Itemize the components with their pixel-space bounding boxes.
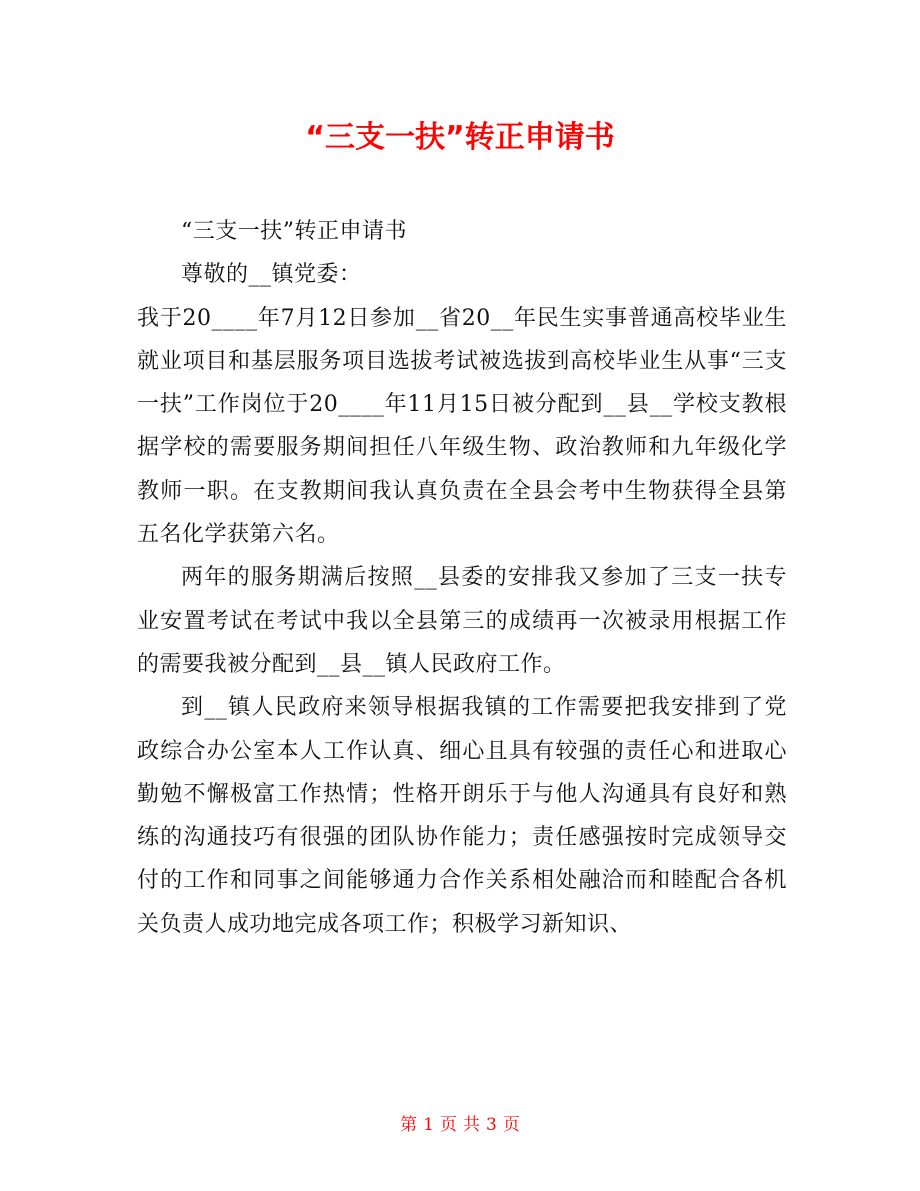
footer-total-unit: 页 [502,1115,520,1135]
footer-page-label: 第 [400,1115,418,1135]
page-footer [0,1112,920,1138]
salutation: 尊敬的__镇党委： [181,262,362,288]
document-title: “三支一扶”转正申请书 [305,120,615,155]
paragraph-background: 我于20____年7月12日参加__省20__年民生实事普通高校毕业生就业项目和基层服务项目选拔考试被选拔到高校毕业生从事“三支一扶”工作岗位于20____年11月15日被分配到__县__学校支教根据学校的需要服务期间担任八年级生物、政治教师和九年级化学教师一职。在支教期间我认真负责在全县会考中生物获得全县第五名化学获第六名。 [137,305,787,548]
footer-total-pages: 3 [486,1115,497,1135]
footer-current-page: 1 [423,1115,434,1135]
body-subtitle: “三支一扶”转正申请书 [181,219,407,244]
document-body [137,210,787,946]
footer-total-label: 共 [463,1115,480,1135]
footer-page-unit: 页 [440,1115,457,1135]
paragraph-reassignment: 两年的服务期满后按照__县委的安排我又参加了三支一扶专业安置考试在考试中我以全县第三的成绩再一次被录用根据工作的需要我被分配到__县__镇人民政府工作。 [137,565,787,677]
paragraph-work-performance: 到__镇人民政府来领导根据我镇的工作需要把我安排到了党政综合办公室本人工作认真、细心且具有较强的责任心和进取心勤勉不懈极富工作热情；性格开朗乐于与他人沟通具有良好和熟练的沟通技巧有很强的团队协作能力；责任感强按时完成领导交付的工作和同事之间能够通力合作关系相处融洽而和睦配合各机关负责人成功地完成各项工作；积极学习新知识、 [137,695,787,937]
